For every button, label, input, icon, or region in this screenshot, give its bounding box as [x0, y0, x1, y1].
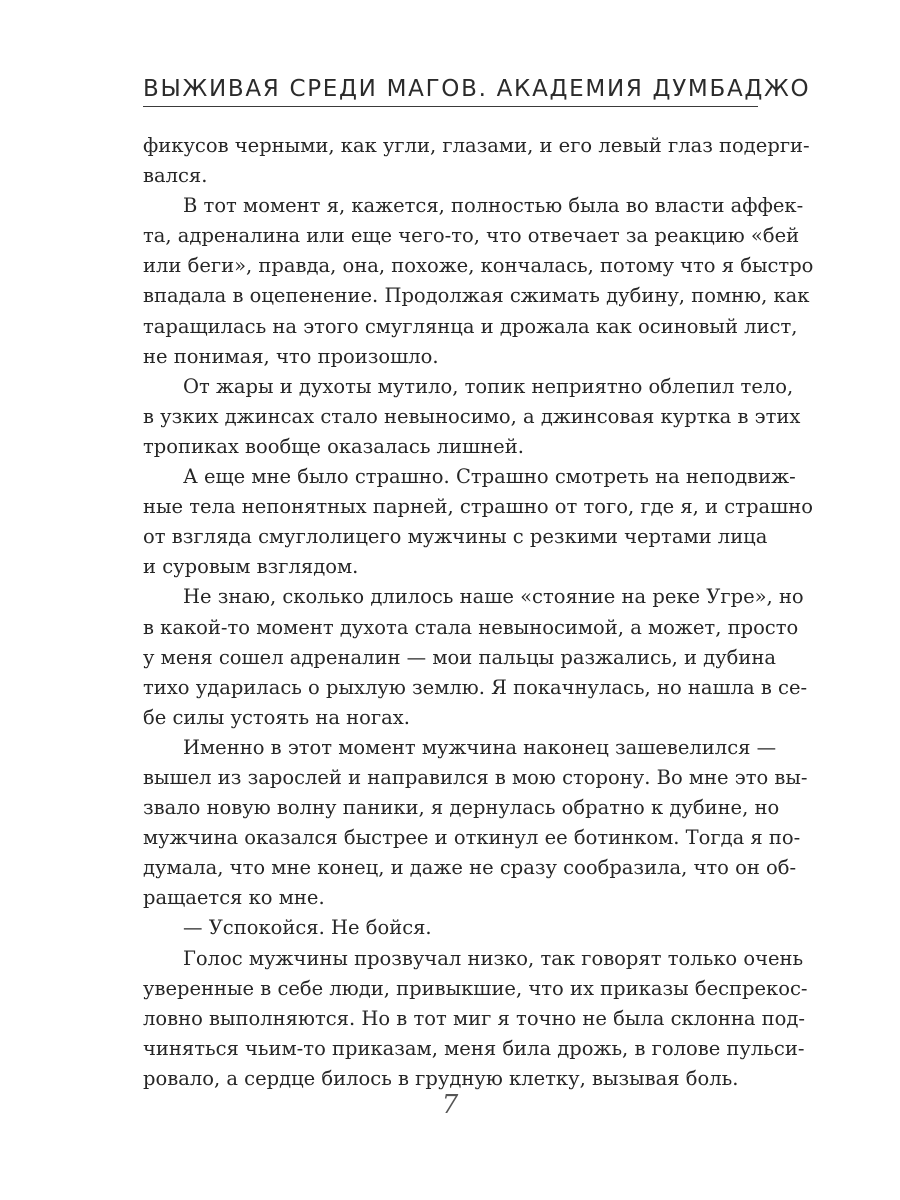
- text-line: ловно выполняются. Но в тот миг я точно не была склонна под-: [143, 1006, 806, 1030]
- text-line: В тот момент я, кажется, полностью была во власти аффек-: [183, 194, 804, 218]
- page-number: 7: [441, 1090, 459, 1120]
- text-line: Не знаю, сколько длилось наше «стояние на реке Угре», но: [183, 585, 804, 609]
- running-title: ВЫЖИВАЯ СРЕДИ МАГОВ. АКАДЕМИЯ ДУМБАДЖО: [143, 76, 811, 102]
- text-line: — Успокойся. Не бойся.: [183, 916, 432, 940]
- text-line: чиняться чьим-то приказам, меня била дрожь, в голове пульси-: [143, 1036, 805, 1060]
- text-line: ровало, а сердце билось в грудную клетку, вызывая боль.: [143, 1066, 739, 1090]
- text-line: ные тела непонятных парней, страшно от того, где я, и страшно: [143, 495, 813, 519]
- text-line: в какой-то момент духота стала невыносимой, а может, просто: [143, 615, 799, 639]
- text-line: или беги», правда, она, похоже, кончалась, потому что я быстро: [143, 254, 814, 278]
- header-rule: [143, 106, 758, 107]
- text-line: не понимая, что произошло.: [143, 344, 439, 368]
- text-line: и суровым взглядом.: [143, 555, 359, 579]
- text-line: вышел из зарослей и направился в мою сторону. Во мне это вы-: [143, 765, 808, 789]
- text-line: мужчина оказался быстрее и откинул ее ботинком. Тогда я по-: [143, 826, 801, 850]
- text-line: таращилась на этого смуглянца и дрожала как осиновый лист,: [143, 314, 798, 338]
- body-text: [143, 131, 814, 1094]
- text-line: бе силы устоять на ногах.: [143, 705, 410, 729]
- text-line: звало новую волну паники, я дернулась обратно к дубине, но: [143, 796, 780, 820]
- text-line: ращается ко мне.: [143, 886, 325, 910]
- text-line: Именно в этот момент мужчина наконец зашевелился —: [183, 735, 777, 759]
- text-line: в узких джинсах стало невыносимо, а джинсовая куртка в этих: [143, 404, 801, 428]
- text-line: вался.: [143, 164, 208, 188]
- text-line: думала, что мне конец, и даже не сразу сообразила, что он об-: [143, 856, 797, 880]
- text-line: от взгляда смуглолицего мужчины с резкими чертами лица: [143, 525, 768, 549]
- text-line: От жары и духоты мутило, топик неприятно облепил тело,: [183, 374, 794, 398]
- text-line: уверенные в себе люди, привыкшие, что их приказы беспрекос-: [143, 976, 808, 1000]
- text-line: тихо ударилась о рыхлую землю. Я покачнулась, но нашла в се-: [143, 675, 808, 699]
- text-line: фикусов черными, как угли, глазами, и его левый глаз подерги-: [143, 134, 810, 157]
- text-line: у меня сошел адреналин — мои пальцы разжались, и дубина: [143, 645, 776, 669]
- text-line: Голос мужчины прозвучал низко, так говорят только очень: [183, 946, 804, 970]
- text-line: тропиках вообще оказалась лишней.: [143, 434, 524, 458]
- text-line: та, адреналина или еще чего-то, что отвечает за реакцию «бей: [143, 224, 800, 248]
- text-line: впадала в оцепенение. Продолжая сжимать дубину, помню, как: [143, 284, 810, 308]
- text-line: А еще мне было страшно. Страшно смотреть на неподвиж-: [183, 465, 796, 489]
